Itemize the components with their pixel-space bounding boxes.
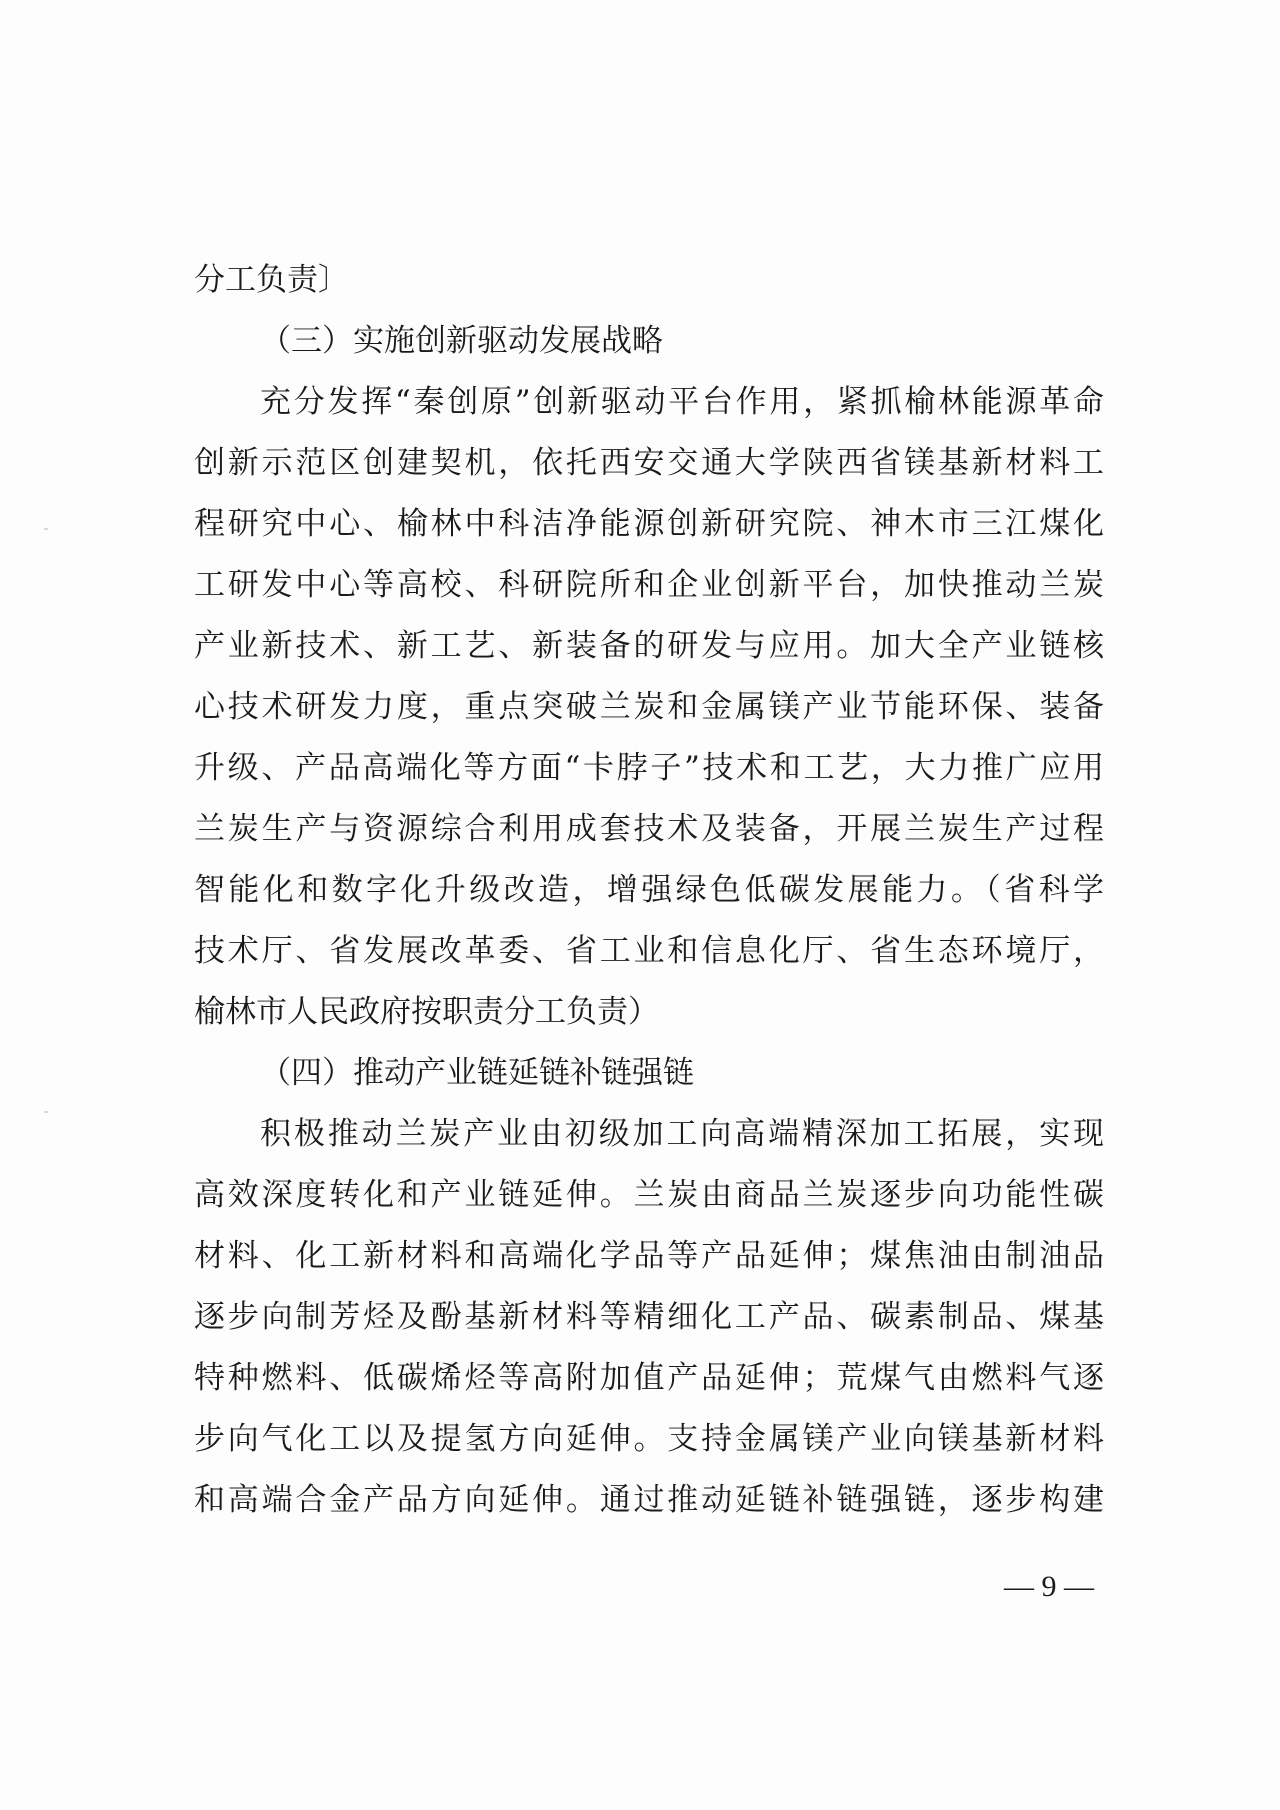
scan-speck (44, 1111, 48, 1113)
body-line: 工研发中心等高校、科研院所和企业创新平台，加快推动兰炭 (194, 567, 1104, 603)
body-line: 榆林市人民政府按职责分工负责） (194, 994, 659, 1030)
body-line: 分工负责〕 (194, 262, 349, 298)
section-heading-three: （三）实施创新驱动发展战略 (260, 323, 663, 359)
body-line: 技术厅、省发展改革委、省工业和信息化厅、省生态环境厅， (194, 933, 1104, 969)
scan-speck (44, 528, 48, 530)
body-line: 和高端合金产品方向延伸。通过推动延链补链强链，逐步构建 (194, 1482, 1104, 1518)
body-line: 逐步向制芳烃及酚基新材料等精细化工产品、碳素制品、煤基 (194, 1299, 1104, 1335)
body-line: 心技术研发力度，重点突破兰炭和金属镁产业节能环保、装备 (194, 689, 1104, 725)
body-line: 程研究中心、榆林中科洁净能源创新研究院、神木市三江煤化 (194, 506, 1104, 542)
body-line: 兰炭生产与资源综合利用成套技术及装备，开展兰炭生产过程 (194, 811, 1104, 847)
section-heading-four: （四）推动产业链延链补链强链 (260, 1055, 694, 1091)
body-line: 创新示范区创建契机，依托西安交通大学陕西省镁基新材料工 (194, 445, 1104, 481)
paragraph-first-line: 充分发挥“秦创原”创新驱动平台作用，紧抓榆林能源革命 (260, 384, 1104, 420)
paragraph-first-line: 积极推动兰炭产业由初级加工向高端精深加工拓展，实现 (260, 1116, 1104, 1152)
body-line: 特种燃料、低碳烯烃等高附加值产品延伸；荒煤气由燃料气逐 (194, 1360, 1104, 1396)
page-number: — 9 — (1004, 1570, 1094, 1603)
body-line: 材料、化工新材料和高端化学品等产品延伸；煤焦油由制油品 (194, 1238, 1104, 1274)
body-line: 升级、产品高端化等方面“卡脖子”技术和工艺，大力推广应用 (194, 750, 1104, 786)
body-line: 产业新技术、新工艺、新装备的研发与应用。加大全产业链核 (194, 628, 1104, 664)
body-line: 智能化和数字化升级改造，增强绿色低碳发展能力。（省科学 (194, 872, 1104, 908)
document-body (194, 250, 1104, 1531)
body-line: 高效深度转化和产业链延伸。兰炭由商品兰炭逐步向功能性碳 (194, 1177, 1104, 1213)
body-line: 步向气化工以及提氢方向延伸。支持金属镁产业向镁基新材料 (194, 1421, 1104, 1457)
